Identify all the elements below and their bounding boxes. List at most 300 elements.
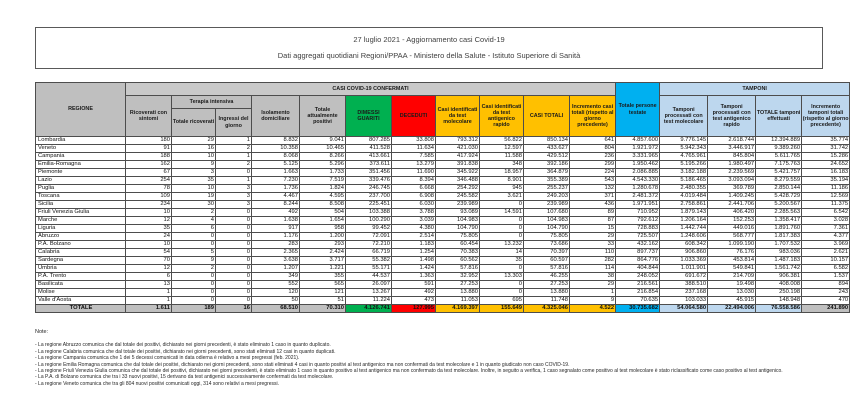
cell-casi_antigenico: 13.232 (480, 241, 524, 249)
cell-ricoverati: 254 (126, 177, 172, 185)
cell-deceduti: 2.514 (392, 233, 436, 241)
cell-casi_totali: 850.134 (524, 137, 570, 145)
region-name: TOTALE (36, 305, 126, 313)
cell-tamponi_totale: 1.561.742 (756, 265, 802, 273)
cell-incremento_casi: 804 (570, 145, 616, 153)
cell-casi_antigenico: 14.591 (480, 209, 524, 217)
cell-deceduti: 1.498 (392, 257, 436, 265)
cell-deceduti: 4.380 (392, 225, 436, 233)
cell-dimessi_guariti: 55.382 (346, 257, 392, 265)
cell-ti_ingressi: 0 (216, 289, 252, 297)
cell-tamponi_totale: 983.036 (756, 249, 802, 257)
cell-tamponi_molecolare: 5.186.465 (660, 177, 708, 185)
cell-deceduti: 3.039 (392, 217, 436, 225)
cell-attualmente_positivi: 7.519 (300, 177, 346, 185)
cell-ti_totale: 29 (172, 137, 216, 145)
cell-casi_antigenico: 11.588 (480, 153, 524, 161)
cell-deceduti: 13.279 (392, 161, 436, 169)
cell-casi_molecolare: 793.312 (436, 137, 480, 145)
cell-incremento_casi: 436 (570, 201, 616, 209)
region-name: Umbria (36, 265, 126, 273)
cell-casi_totali: 429.512 (524, 153, 570, 161)
covid-data-table (35, 82, 850, 313)
cell-tamponi_totale: 148.948 (756, 297, 802, 305)
cell-incremento_casi: 114 (570, 265, 616, 273)
cell-attualmente_positivi: 8.266 (300, 153, 346, 161)
cell-tamponi_totale: 9.389.260 (756, 145, 802, 153)
column-header-attualmente-positivi: Totale attualmente positivi (300, 96, 346, 137)
table-row (36, 257, 850, 265)
table-row (36, 217, 850, 225)
cell-ricoverati: 1 (126, 297, 172, 305)
cell-casi_totali: 57.816 (524, 265, 570, 273)
cell-casi_totali: 392.186 (524, 161, 570, 169)
cell-dimessi_guariti: 411.528 (346, 145, 392, 153)
cell-persone_testate: 725.507 (616, 233, 660, 241)
table-row (36, 185, 850, 193)
cell-tamponi_antigenico: 13.030 (708, 289, 756, 297)
cell-incremento_tamponi: 1.537 (802, 273, 850, 281)
cell-incremento_casi: 38 (570, 273, 616, 281)
cell-dimessi_guariti: 55.171 (346, 265, 392, 273)
notes-section (35, 329, 851, 387)
cell-ti_totale: 189 (172, 305, 216, 313)
cell-casi_molecolare: 104.790 (436, 225, 480, 233)
cell-tamponi_antigenico: 549.841 (708, 265, 756, 273)
cell-deceduti: 1.183 (392, 241, 436, 249)
cell-attualmente_positivi: 1.733 (300, 169, 346, 177)
cell-tamponi_molecolare: 2.758.861 (660, 201, 708, 209)
cell-dimessi_guariti: 13.267 (346, 289, 392, 297)
cell-ti_ingressi: 1 (216, 153, 252, 161)
column-header-casi-molecolare: Casi identificati da test molecolare (436, 96, 480, 137)
cell-casi_antigenico: 12.597 (480, 145, 524, 153)
cell-incremento_tamponi: 2.621 (802, 249, 850, 257)
cell-incremento_tamponi: 7.361 (802, 225, 850, 233)
cell-casi_totali: 239.989 (524, 201, 570, 209)
cell-ti_totale: 9 (172, 257, 216, 265)
cell-casi_totali: 249.203 (524, 193, 570, 201)
cell-incremento_tamponi: 6.542 (802, 209, 850, 217)
cell-incremento_casi: 371 (570, 193, 616, 201)
cell-tamponi_antigenico: 449.016 (708, 225, 756, 233)
cell-deceduti: 7.585 (392, 153, 436, 161)
cell-tamponi_antigenico: 2.618.744 (708, 137, 756, 145)
cell-incremento_casi: 89 (570, 209, 616, 217)
cell-tamponi_antigenico: 1.980.497 (708, 161, 756, 169)
column-header-casi-antigenico: Casi identificati da test antigenico rapido (480, 96, 524, 137)
cell-incremento_casi: 29 (570, 233, 616, 241)
cell-attualmente_positivi: 9.041 (300, 137, 346, 145)
cell-persone_testate: 2.481.372 (616, 193, 660, 201)
cell-incremento_tamponi: 35.774 (802, 137, 850, 145)
cell-incremento_casi: 15 (570, 225, 616, 233)
cell-casi_totali: 4.325.046 (524, 305, 570, 313)
cell-attualmente_positivi: 70.310 (300, 305, 346, 313)
cell-casi_molecolare: 32.952 (436, 273, 480, 281)
region-name: Abruzzo (36, 233, 126, 241)
cell-isolamento: 1.638 (252, 217, 300, 225)
cell-incremento_casi: 641 (570, 137, 616, 145)
cell-deceduti: 492 (392, 289, 436, 297)
cell-attualmente_positivi: 1.654 (300, 217, 346, 225)
cell-deceduti: 3.788 (392, 209, 436, 217)
table-row (36, 137, 850, 145)
cell-tamponi_totale: 906.381 (756, 273, 802, 281)
cell-ti_totale: 0 (172, 273, 216, 281)
cell-tamponi_molecolare: 906.860 (660, 249, 708, 257)
cell-tamponi_antigenico: 369.789 (708, 185, 756, 193)
cell-casi_antigenico: 0 (480, 281, 524, 289)
cell-tamponi_totale: 5.200.567 (756, 201, 802, 209)
cell-tamponi_antigenico: 2.239.569 (708, 169, 756, 177)
notes-list (35, 342, 851, 387)
cell-deceduti: 591 (392, 281, 436, 289)
cell-casi_molecolare: 254.292 (436, 185, 480, 193)
cell-tamponi_molecolare: 4.019.484 (660, 193, 708, 201)
cell-deceduti: 8.394 (392, 177, 436, 185)
cell-casi_molecolare: 104.983 (436, 217, 480, 225)
cell-ti_ingressi: 1 (216, 137, 252, 145)
cell-incremento_casi: 1 (570, 289, 616, 297)
cell-attualmente_positivi: 504 (300, 209, 346, 217)
cell-persone_testate: 216.561 (616, 281, 660, 289)
cell-casi_molecolare: 421.030 (436, 145, 480, 153)
cell-tamponi_molecolare: 608.342 (660, 241, 708, 249)
table-row (36, 265, 850, 273)
cell-ti_ingressi: 16 (216, 305, 252, 313)
cell-tamponi_antigenico: 22.494.006 (708, 305, 756, 313)
cell-casi_molecolare: 4.169.397 (436, 305, 480, 313)
cell-ti_totale: 0 (172, 289, 216, 297)
cell-dimessi_guariti: 44.537 (346, 273, 392, 281)
cell-tamponi_totale: 2.285.563 (756, 209, 802, 217)
report-subtitle: Dati aggregati quotidiani Regioni/PPAA - Ministero della Salute - Istituto Superiore di Sanità (277, 51, 581, 60)
cell-isolamento: 349 (252, 273, 300, 281)
cell-incremento_casi: 87 (570, 217, 616, 225)
cell-casi_totali: 355.389 (524, 177, 570, 185)
cell-deceduti: 6.668 (392, 185, 436, 193)
cell-ti_ingressi: 3 (216, 201, 252, 209)
cell-tamponi_molecolare: 103.033 (660, 297, 708, 305)
cell-tamponi_antigenico: 406.420 (708, 209, 756, 217)
cell-persone_testate: 864.776 (616, 257, 660, 265)
cell-casi_antigenico: 0 (480, 289, 524, 297)
cell-tamponi_molecolare: 1.011.901 (660, 265, 708, 273)
cell-isolamento: 492 (252, 209, 300, 217)
cell-ricoverati: 1 (126, 289, 172, 297)
region-name: Piemonte (36, 169, 126, 177)
terapia-intensiva-band: Terapia intensiva (172, 96, 252, 109)
cell-casi_totali: 75.805 (524, 233, 570, 241)
cell-casi_antigenico: 13.303 (480, 273, 524, 281)
cell-attualmente_positivi: 3.717 (300, 257, 346, 265)
cell-deceduti: 6.030 (392, 201, 436, 209)
cell-casi_totali: 364.879 (524, 169, 570, 177)
cell-isolamento: 917 (252, 225, 300, 233)
cell-ricoverati: 54 (126, 249, 172, 257)
cell-isolamento: 8.068 (252, 153, 300, 161)
cell-attualmente_positivi: 1.221 (300, 265, 346, 273)
column-header-persone-testate: Totale persone testate (616, 83, 660, 137)
cell-tamponi_antigenico: 76.176 (708, 249, 756, 257)
column-header-deceduti: DECEDUTI (392, 96, 436, 137)
cell-persone_testate: 1.921.972 (616, 145, 660, 153)
cell-attualmente_positivi: 5.296 (300, 161, 346, 169)
cell-persone_testate: 897.737 (616, 249, 660, 257)
cell-casi_molecolare: 57.816 (436, 265, 480, 273)
cell-ti_ingressi: 0 (216, 249, 252, 257)
cell-ricoverati: 35 (126, 225, 172, 233)
cell-isolamento: 10.358 (252, 145, 300, 153)
cell-casi_totali: 13.880 (524, 289, 570, 297)
cell-casi_antigenico: 14 (480, 249, 524, 257)
cell-attualmente_positivi: 2.424 (300, 249, 346, 257)
cell-ti_ingressi: 0 (216, 265, 252, 273)
cell-incremento_tamponi: 894 (802, 281, 850, 289)
cell-dimessi_guariti: 99.452 (346, 225, 392, 233)
note-item: - La regione Abruzzo comunica che dal totale dei positivi, dichiarato nei giorni precedenti, è stato eliminato 1 caso in quanto duplicato. (35, 342, 331, 349)
note-item: - La regione Calabria comunica che dal totale dei positivi, dichiarato nei giorni precedenti, sono stati eliminati 12 casi in quanto duplicati. (35, 348, 336, 355)
cell-dimessi_guariti: 72.210 (346, 241, 392, 249)
table-row (36, 177, 850, 185)
cell-tamponi_totale: 12.394.889 (756, 137, 802, 145)
region-name: Emilia-Romagna (36, 161, 126, 169)
cell-ti_ingressi: 0 (216, 233, 252, 241)
cell-dimessi_guariti: 4.126.741 (346, 305, 392, 313)
cell-ricoverati: 6 (126, 273, 172, 281)
cell-ricoverati: 67 (126, 169, 172, 177)
cell-casi_antigenico: 0 (480, 201, 524, 209)
cell-tamponi_antigenico: 1.099.190 (708, 241, 756, 249)
cell-ti_totale: 2 (172, 209, 216, 217)
region-name: Marche (36, 217, 126, 225)
cell-incremento_tamponi: 35.194 (802, 177, 850, 185)
cell-ricoverati: 12 (126, 217, 172, 225)
cell-dimessi_guariti: 11.224 (346, 297, 392, 305)
cell-ricoverati: 162 (126, 161, 172, 169)
cell-isolamento: 2.365 (252, 249, 300, 257)
cell-attualmente_positivi: 51 (300, 297, 346, 305)
cell-casi_totali: 60.597 (524, 257, 570, 265)
cell-tamponi_totale: 5.611.765 (756, 153, 802, 161)
cell-ti_totale: 19 (172, 193, 216, 201)
cell-deceduti: 33.808 (392, 137, 436, 145)
table-row (36, 273, 850, 281)
cell-tamponi_totale: 1.707.532 (756, 241, 802, 249)
region-name: Puglia (36, 185, 126, 193)
cell-tamponi_antigenico: 1.409.245 (708, 193, 756, 201)
notes-label: Note: (35, 329, 49, 335)
cell-casi_molecolare: 75.805 (436, 233, 480, 241)
cell-deceduti: 6.908 (392, 193, 436, 201)
cell-attualmente_positivi: 355 (300, 273, 346, 281)
cell-isolamento: 8.244 (252, 201, 300, 209)
column-header-regione: REGIONE (36, 83, 126, 137)
region-name: Campania (36, 153, 126, 161)
cell-tamponi_totale: 2.850.144 (756, 185, 802, 193)
cell-incremento_tamponi: 6.582 (802, 265, 850, 273)
note-item: - La regione Friuli Venezia Giulia comunica che dal totale dei positivi, dichiarato nei giorni precedenti, è stato eliminato 1 caso in quanto positivo al test antigenico ma non confermato da test molecolare. Inoltre, in seguito a verifica, 1 caso segnalato come positivo al test molecolare è stato riclassificato come caso positivo al test antigenico. (35, 368, 783, 375)
cell-incremento_casi: 224 (570, 169, 616, 177)
cell-tamponi_molecolare: 5.942.343 (660, 145, 708, 153)
cell-incremento_tamponi: 3.969 (802, 241, 850, 249)
cell-ricoverati: 70 (126, 257, 172, 265)
table-row (36, 241, 850, 249)
region-name: Sicilia (36, 201, 126, 209)
cell-tamponi_totale: 76.558.586 (756, 305, 802, 313)
cell-isolamento: 3.638 (252, 257, 300, 265)
cell-persone_testate: 404.844 (616, 265, 660, 273)
cell-ti_totale: 3 (172, 169, 216, 177)
cell-tamponi_antigenico: 845.804 (708, 153, 756, 161)
cell-tamponi_molecolare: 1.033.369 (660, 257, 708, 265)
cell-deceduti: 1.424 (392, 265, 436, 273)
cell-ricoverati: 188 (126, 153, 172, 161)
cell-persone_testate: 2.086.885 (616, 169, 660, 177)
column-header-casi-totali: CASI TOTALI (524, 96, 570, 137)
cell-dimessi_guariti: 351.456 (346, 169, 392, 177)
cell-casi_totali: 255.237 (524, 185, 570, 193)
cell-tamponi_molecolare: 5.195.266 (660, 161, 708, 169)
cell-ricoverati: 10 (126, 209, 172, 217)
cell-incremento_casi: 9 (570, 297, 616, 305)
cell-ti_ingressi: 0 (216, 169, 252, 177)
cell-isolamento: 552 (252, 281, 300, 289)
cell-tamponi_totale: 1.487.183 (756, 257, 802, 265)
cell-incremento_tamponi: 4.377 (802, 233, 850, 241)
cell-casi_totali: 104.790 (524, 225, 570, 233)
cell-ti_ingressi: 3 (216, 185, 252, 193)
region-name: Lombardia (36, 137, 126, 145)
cell-persone_testate: 710.952 (616, 209, 660, 217)
cell-incremento_tamponi: 24.652 (802, 161, 850, 169)
cell-ti_totale: 9 (172, 161, 216, 169)
cell-tamponi_molecolare: 2.480.355 (660, 185, 708, 193)
cell-casi_molecolare: 60.562 (436, 257, 480, 265)
note-item: - La regione Campania comunica che 1 dei 5 decessi comunicati in data odierna è relativo a mesi pregressi (feb. 2021). (35, 355, 300, 362)
cell-casi_molecolare: 93.089 (436, 209, 480, 217)
region-name: Sardegna (36, 257, 126, 265)
cell-tamponi_molecolare: 1.879.143 (660, 209, 708, 217)
cell-attualmente_positivi: 4.595 (300, 193, 346, 201)
cell-tamponi_molecolare: 1.206.164 (660, 217, 708, 225)
cell-casi_molecolare: 70.383 (436, 249, 480, 257)
tamponi-band: TAMPONI (660, 83, 850, 96)
region-name: P.A. Trento (36, 273, 126, 281)
column-header-ti-ingressi: Ingressi del giorno (216, 109, 252, 137)
cell-tamponi_antigenico: 3.446.917 (708, 145, 756, 153)
cell-ti_ingressi: 0 (216, 217, 252, 225)
cell-dimessi_guariti: 66.719 (346, 249, 392, 257)
cell-isolamento: 1.736 (252, 185, 300, 193)
column-header-incremento-casi: Incremento casi totali (rispetto al giorno precedente) (570, 96, 616, 137)
cell-casi_antigenico: 56.822 (480, 137, 524, 145)
cell-isolamento: 68.510 (252, 305, 300, 313)
cell-tamponi_molecolare: 237.168 (660, 289, 708, 297)
cell-tamponi_totale: 8.279.559 (756, 177, 802, 185)
cell-tamponi_molecolare: 691.672 (660, 273, 708, 281)
cell-tamponi_totale: 1.358.417 (756, 217, 802, 225)
cell-tamponi_totale: 408.008 (756, 281, 802, 289)
cell-ti_ingressi: 2 (216, 161, 252, 169)
cell-casi_antigenico: 0 (480, 225, 524, 233)
cell-casi_antigenico: 18.957 (480, 169, 524, 177)
region-name: Liguria (36, 225, 126, 233)
cell-ti_ingressi: 0 (216, 281, 252, 289)
cell-isolamento: 50 (252, 297, 300, 305)
cell-attualmente_positivi: 10.465 (300, 145, 346, 153)
cell-casi_totali: 46.255 (524, 273, 570, 281)
table-row (36, 201, 850, 209)
cell-ti_totale: 2 (172, 265, 216, 273)
cell-incremento_casi: 282 (570, 257, 616, 265)
cell-dimessi_guariti: 26.097 (346, 281, 392, 289)
region-name: Toscana (36, 193, 126, 201)
cell-deceduti: 127.995 (392, 305, 436, 313)
cell-ricoverati: 91 (126, 145, 172, 153)
title-box (35, 27, 823, 69)
cell-ti_totale: 0 (172, 281, 216, 289)
cell-persone_testate: 248.052 (616, 273, 660, 281)
cell-ricoverati: 180 (126, 137, 172, 145)
cell-incremento_tamponi: 11.375 (802, 201, 850, 209)
cell-incremento_tamponi: 3.028 (802, 217, 850, 225)
cell-deceduti: 1.254 (392, 249, 436, 257)
cell-casi_antigenico: 3.621 (480, 193, 524, 201)
cell-persone_testate: 792.612 (616, 217, 660, 225)
cell-ricoverati: 12 (126, 265, 172, 273)
cell-tamponi_antigenico: 152.253 (708, 217, 756, 225)
cell-casi_totali: 433.627 (524, 145, 570, 153)
cell-dimessi_guariti: 807.285 (346, 137, 392, 145)
cell-casi_totali: 73.686 (524, 241, 570, 249)
cell-tamponi_antigenico: 19.498 (708, 281, 756, 289)
table-row (36, 169, 850, 177)
cell-persone_testate: 1.950.462 (616, 161, 660, 169)
cell-tamponi_antigenico: 453.814 (708, 257, 756, 265)
cell-incremento_tamponi: 31.742 (802, 145, 850, 153)
table-row (36, 281, 850, 289)
cell-tamponi_antigenico: 568.777 (708, 233, 756, 241)
cell-ti_totale: 0 (172, 297, 216, 305)
cell-casi_molecolare: 27.253 (436, 281, 480, 289)
cell-ti_totale: 16 (172, 145, 216, 153)
table-row (36, 233, 850, 241)
cell-ti_ingressi: 0 (216, 257, 252, 265)
cell-ti_ingressi: 1 (216, 177, 252, 185)
cell-tamponi_antigenico: 2.441.706 (708, 201, 756, 209)
table-row (36, 297, 850, 305)
cell-incremento_casi: 29 (570, 281, 616, 289)
cell-casi_antigenico: 155.649 (480, 305, 524, 313)
cell-incremento_tamponi: 12.569 (802, 193, 850, 201)
cell-casi_molecolare: 13.880 (436, 289, 480, 297)
cell-incremento_casi: 110 (570, 249, 616, 257)
cell-incremento_tamponi: 11.186 (802, 185, 850, 193)
cell-casi_totali: 107.680 (524, 209, 570, 217)
note-item: - La P.A. di Bolzano comunica che tra i 33 nuovi positivi, 15 derivano da test antigenici successivamente confermati da test molecolare. (35, 374, 334, 381)
cell-ti_totale: 0 (172, 233, 216, 241)
cell-isolamento: 8.832 (252, 137, 300, 145)
cell-tamponi_antigenico: 214.709 (708, 273, 756, 281)
cell-attualmente_positivi: 8.508 (300, 201, 346, 209)
cell-incremento_casi: 132 (570, 185, 616, 193)
column-header-ti-totale: Totale ricoverati (172, 109, 216, 137)
cell-persone_testate: 4.543.330 (616, 177, 660, 185)
cell-casi_antigenico: 35 (480, 257, 524, 265)
cell-ti_ingressi: 0 (216, 241, 252, 249)
